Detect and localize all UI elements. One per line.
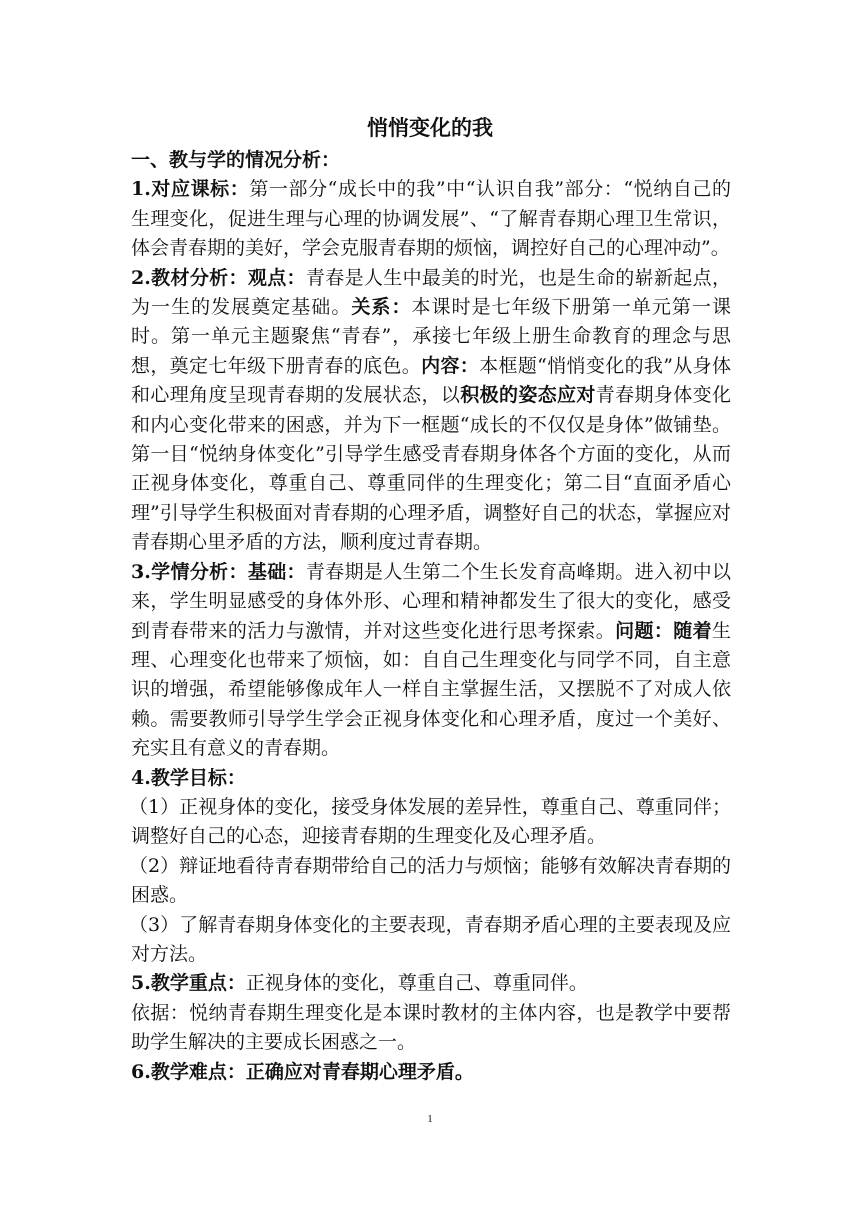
difficulty-text: 正确应对青春期心理矛盾。: [245, 1060, 474, 1083]
section-label: 5.教学重点：: [131, 972, 246, 995]
keyword: 内容：: [421, 354, 480, 377]
keyword: 问题：随着: [615, 619, 712, 642]
keyword: 积极的姿态应对: [460, 384, 596, 407]
section-label: 6.教学难点：: [131, 1060, 246, 1083]
objective-item: （2）辩证地看待青春期带给自己的活力与烦恼；能够有效解决青春期的困惑。: [129, 854, 731, 907]
section-curriculum: [131, 175, 731, 263]
key-point-basis: 依据：悦纳青春期生理变化是本课时教材的主体内容，也是教学中要帮助学生解决的主要成长困惑之一。: [131, 1001, 731, 1054]
section-label: 1.对应课标：: [131, 178, 250, 201]
section-text: 第一部分“成长中的我”中“认识自我”部分：“悦纳自己的生理变化，促进生理与心理的协调发展”、“了解青春期心理卫生常识，体会青春期的美好，学会克服青春期的烦恼，调控好自己的心理冲动”。: [131, 178, 731, 260]
section-learners: 3.学情分析：基础：青春期是人生第二个生长发育高峰期。进入初中以来，学生明显感受的身体外形、心理和精神都发生了很大的变化，感受到青春带来的活力与激情，并对这些变化进行思考探索。问题：随着生理、心理变化也带来了烦恼，如：自自己生理变化与同学不同，自主意识的增强，希望能够像成年人一样自主掌握生活，又摆脱不了对成人依赖。需要教师引导学生学会正视身体变化和心理矛盾，度过一个美好、充实且有意义的青春期。: [131, 560, 731, 760]
keyword: 基础：: [247, 560, 306, 583]
section-label: 4.教学目标：: [131, 766, 246, 789]
page-number: 1: [427, 1113, 433, 1125]
section-difficulty: [131, 1058, 731, 1087]
section-label: 3.学情分析：: [131, 560, 248, 583]
keyword: 关系：: [351, 296, 412, 319]
objective-item: （3）了解青春期身体变化的主要表现，青春期矛盾心理的主要表现及应对方法。: [129, 913, 731, 965]
objective-item: （1）正视身体的变化，接受身体发展的差异性，尊重自己、尊重同伴；调整好自己的心态，迎接青春期的生理变化及心理矛盾。: [129, 795, 731, 848]
section-label: 2.教材分析：: [131, 266, 248, 289]
section-key-point: 5.教学重点：正视身体的变化，尊重自己、尊重同伴。: [131, 972, 588, 995]
section-objectives: [131, 764, 731, 793]
heading-analysis: 一、教与学的情况分析：: [131, 149, 341, 171]
keyword: 观点：: [247, 266, 306, 289]
section-textbook: 2.教材分析：观点：青春是人生中最美的时光，也是生命的崭新起点，为一生的发展奠定基础。关系：本课时是七年级下册第一单元第一课时。第一单元主题聚焦“青春”，承接七年级上册生命教育的理念与思想，奠定七年级下册青春的底色。内容：本框题“悄悄变化的我”从身体和心理角度呈现青春期的发展状态，以积极的姿态应对青春期身体变化和内心变化带来的困惑，并为下一框题“成长的不仅仅是身体”做铺垫。第一目“悦纳身体变化”引导学生感受青春期身体各个方面的变化，从而正视身体变化，尊重自己、尊重同伴的生理变化；第二目“直面矛盾心理”引导学生积极面对青春期的心理矛盾，调整好自己的状态，掌握应对青春期心里矛盾的方法，顺利度过青春期。: [131, 266, 731, 554]
document-body: [131, 146, 731, 1087]
document-title: 悄悄变化的我: [367, 115, 493, 140]
